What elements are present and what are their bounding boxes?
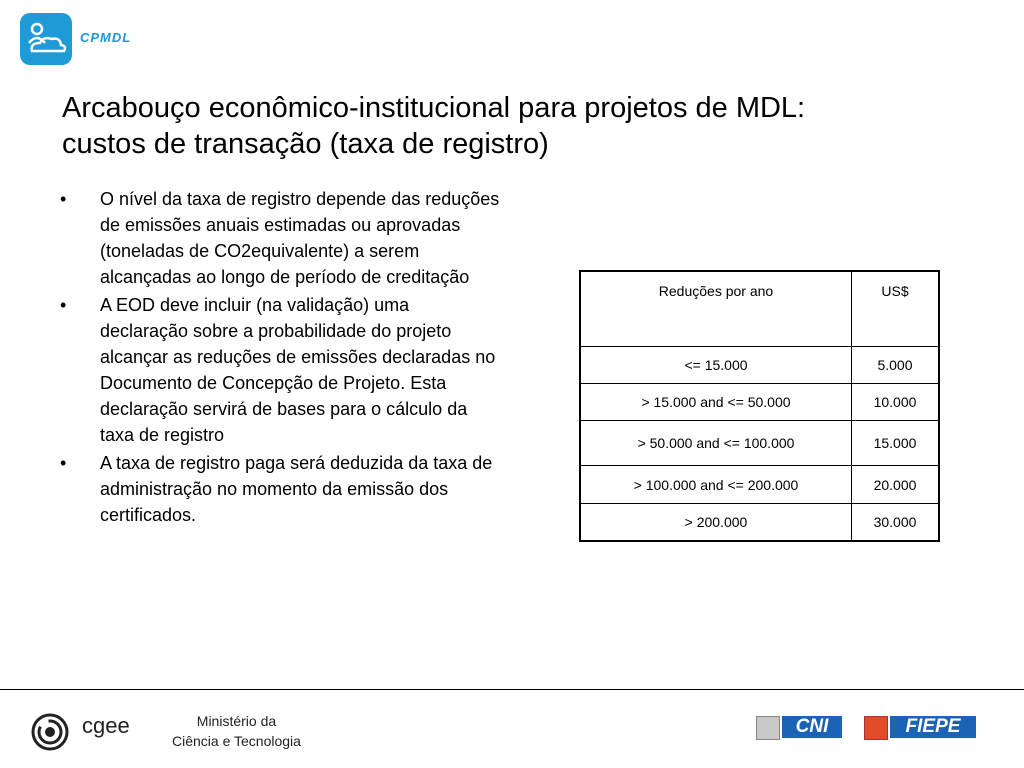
fiepe-emblem-icon	[864, 716, 888, 740]
cell-fee: 20.000	[852, 466, 940, 504]
cell-range: <= 15.000	[580, 347, 852, 384]
page-title	[62, 90, 982, 162]
bullet-dot: •	[60, 295, 67, 315]
bullet-text: A EOD deve incluir (na validação) uma declaração sobre a probabilidade do projeto alcançar as reduções de emissões declaradas no Documento de Concepção de Projeto. Esta declaração servirá de bases para o cálculo da taxa de registro	[100, 295, 496, 445]
cell-fee: 10.000	[852, 384, 940, 421]
table-row	[580, 384, 939, 421]
header-usd: US$	[852, 271, 940, 347]
fiepe-logo: FIEPE	[890, 716, 976, 738]
title-line-1: Arcabouço econômico-institucional para projetos de MDL:	[62, 92, 806, 124]
cell-range: > 200.000	[580, 504, 852, 542]
ministry-logo-text	[172, 711, 301, 751]
cgee-logo-text: cgee	[82, 713, 130, 738]
brand-name: CPMDL	[80, 30, 132, 45]
cell-range: > 50.000 and <= 100.000	[580, 421, 852, 466]
fee-table	[579, 270, 940, 542]
bullet-dot: •	[60, 189, 67, 209]
cell-range: > 15.000 and <= 50.000	[580, 384, 852, 421]
ministry-line-2: Ciência e Tecnologia	[172, 733, 301, 749]
bullet-item	[60, 450, 500, 528]
cni-emblem-icon	[756, 716, 780, 740]
cell-fee: 5.000	[852, 347, 940, 384]
title-line-2: custos de transação (taxa de registro)	[62, 128, 549, 160]
table-row	[580, 466, 939, 504]
table-header-row	[580, 271, 939, 347]
cgee-swirl-icon	[30, 710, 74, 754]
cpmdl-logo-icon	[20, 13, 72, 65]
cni-logo: CNI	[782, 716, 842, 738]
cell-fee: 15.000	[852, 421, 940, 466]
table-row	[580, 504, 939, 542]
bullet-dot: •	[60, 453, 67, 473]
table-row	[580, 421, 939, 466]
footer-divider	[0, 689, 1024, 690]
bullet-item	[60, 292, 500, 448]
cell-fee: 30.000	[852, 504, 940, 542]
bullet-list	[60, 186, 500, 530]
cloud-people-icon	[20, 13, 72, 65]
ministry-line-1: Ministério da	[196, 713, 277, 729]
bullet-text: A taxa de registro paga será deduzida da taxa de administração no momento da emissão dos certificados.	[100, 453, 493, 525]
bullet-item	[60, 186, 500, 290]
header-reductions: Reduções por ano	[580, 271, 852, 347]
cell-range: > 100.000 and <= 200.000	[580, 466, 852, 504]
bullet-text: O nível da taxa de registro depende das reduções de emissões anuais estimadas ou aprovadas (toneladas de CO2equivalente) a serem alcançadas ao longo de período de creditação	[100, 189, 500, 287]
table-row	[580, 347, 939, 384]
